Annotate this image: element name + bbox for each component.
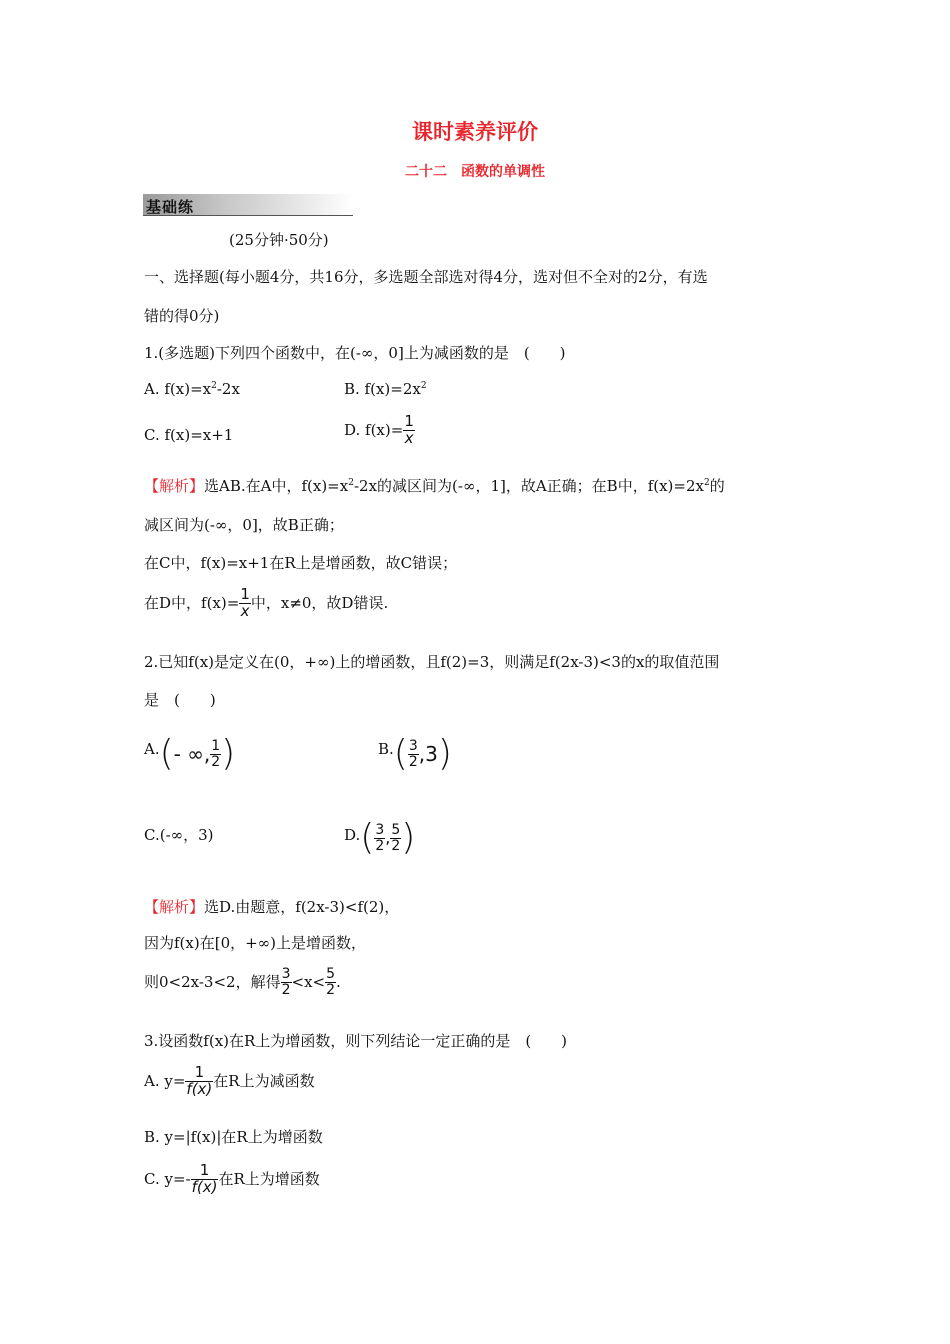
q1-option-b-exponent: 2 bbox=[420, 381, 427, 391]
fraction-numerator: 1 bbox=[240, 585, 250, 603]
right-paren: ) bbox=[437, 733, 452, 774]
fraction-denominator: f(x) bbox=[186, 1079, 213, 1098]
question-1-option-d bbox=[344, 414, 415, 447]
page-subtitle: 二十二 函数的单调性 bbox=[405, 164, 545, 180]
q1-solution-d-text: 在D中，f(x)= bbox=[144, 593, 240, 612]
fraction-numerator: 1 bbox=[194, 1063, 205, 1081]
question-2-option-a bbox=[144, 733, 236, 774]
q3-option-c-text: C. y=- bbox=[144, 1169, 191, 1188]
q2-option-d-fraction-2 bbox=[390, 823, 401, 853]
q1-solution-exponent: 2 bbox=[348, 478, 354, 488]
q2-solution-mid: <x< bbox=[291, 972, 326, 991]
instructions-line-1: 一、选择题(每小题4分，共16分，多选题全部选对得4分，选对但不全对的2分，有选 bbox=[144, 268, 708, 286]
right-paren: ) bbox=[401, 817, 416, 858]
fraction-numerator: 5 bbox=[391, 821, 401, 838]
left-paren: ( bbox=[360, 817, 375, 858]
question-1-solution-line-4 bbox=[144, 587, 388, 620]
question-3-option-c bbox=[144, 1163, 320, 1196]
question-1-option-a bbox=[144, 382, 240, 397]
fraction-denominator: 2 bbox=[281, 981, 291, 998]
q2-option-b-interval-end: ,3 bbox=[418, 742, 438, 766]
section-header bbox=[143, 194, 353, 218]
question-2-option-d bbox=[344, 817, 416, 858]
q2-option-d-fraction-1 bbox=[374, 823, 385, 853]
fraction-denominator: x bbox=[404, 428, 414, 447]
q1-option-a-tail: -2x bbox=[216, 380, 240, 398]
q3-option-c-tail: 在R上为增函数 bbox=[218, 1169, 320, 1188]
question-2-option-c: C.(-∞，3) bbox=[144, 826, 214, 844]
q2-option-b-label: B. bbox=[378, 740, 394, 758]
q1-solution-d-tail: 中，x≠0，故D错误. bbox=[250, 593, 389, 612]
q2-option-b-fraction bbox=[408, 739, 419, 769]
comma: , bbox=[385, 828, 391, 847]
left-paren: ( bbox=[393, 733, 408, 774]
q1-option-d-text: D. f(x)= bbox=[344, 420, 404, 439]
q1-option-d-fraction bbox=[403, 414, 415, 447]
fraction-denominator: 2 bbox=[326, 981, 336, 998]
section-label: 基础练 bbox=[146, 198, 195, 216]
question-2-stem-line-2: 是 ( ) bbox=[144, 691, 216, 709]
q1-solution-exponent-2: 2 bbox=[703, 478, 710, 488]
solution-tag: 【解析】 bbox=[144, 477, 205, 495]
q1-solution-text-c: 的 bbox=[709, 477, 725, 495]
question-2-option-b bbox=[378, 733, 452, 774]
question-2-solution-line-2: 因为f(x)在[0，+∞)上是增函数， bbox=[144, 934, 367, 952]
q2-solution-inequality: 则0<2x-3<2，解得 bbox=[144, 972, 281, 991]
fraction-numerator: 1 bbox=[211, 737, 221, 754]
q2-option-a-interval-start: - ∞, bbox=[173, 742, 211, 766]
fraction-numerator: 3 bbox=[408, 737, 418, 754]
fraction-denominator: 2 bbox=[375, 837, 385, 854]
q2-solution-period: . bbox=[336, 972, 341, 991]
q3-option-a-tail: 在R上为减函数 bbox=[213, 1071, 315, 1090]
fraction-denominator: 2 bbox=[391, 837, 401, 854]
fraction-denominator: 2 bbox=[408, 753, 418, 770]
fraction-denominator: f(x) bbox=[191, 1177, 218, 1196]
fraction-numerator: 1 bbox=[404, 412, 414, 430]
question-1-option-b bbox=[344, 382, 427, 397]
fraction-numerator: 1 bbox=[199, 1161, 210, 1179]
q2-option-a-label: A. bbox=[144, 740, 160, 758]
fraction-numerator: 5 bbox=[326, 966, 336, 982]
fraction-denominator: 2 bbox=[211, 753, 221, 770]
question-1-solution-line-2: 减区间为(-∞，0]，故B正确； bbox=[144, 516, 344, 534]
question-1-stem: 1.(多选题)下列四个函数中，在(-∞，0]上为减函数的是 ( ) bbox=[144, 344, 566, 362]
q1-solution-fraction bbox=[239, 587, 251, 620]
fraction-numerator: 3 bbox=[281, 966, 291, 982]
question-2-stem-line-1: 2.已知f(x)是定义在(0，+∞)上的增函数，且f(2)=3，则满足f(2x-3)<3的x的取值范围 bbox=[144, 653, 720, 671]
q3-option-a-fraction bbox=[185, 1065, 213, 1098]
q2-option-a-fraction bbox=[210, 739, 221, 769]
time-note: (25分钟·50分) bbox=[229, 231, 329, 249]
fraction-denominator: x bbox=[240, 601, 250, 620]
q3-option-a-text: A. y= bbox=[144, 1071, 186, 1090]
q2-solution-text: 选D.由题意，f(2x-3)<f(2)， bbox=[204, 898, 400, 916]
q1-solution-text-a: 选AB.在A中，f(x)=x bbox=[204, 477, 349, 495]
q1-option-a-exponent: 2 bbox=[211, 381, 217, 391]
q2-solution-fraction-1 bbox=[281, 967, 292, 997]
q1-solution-text-b: -2x的减区间为(-∞，1]，故A正确；在B中，f(x)=2x bbox=[353, 477, 704, 495]
question-2-solution-line-3 bbox=[144, 967, 341, 997]
question-3-stem: 3.设函数f(x)在R上为增函数，则下列结论一定正确的是 ( ) bbox=[144, 1032, 568, 1050]
q1-option-a-text: A. f(x)=x bbox=[144, 380, 212, 398]
q1-option-b-text: B. f(x)=2x bbox=[344, 380, 421, 398]
question-1-solution-line-1 bbox=[144, 479, 725, 494]
right-paren: ) bbox=[221, 733, 236, 774]
q2-option-d-label: D. bbox=[344, 826, 361, 844]
question-3-option-b: B. y=|f(x)|在R上为增函数 bbox=[144, 1128, 323, 1146]
left-paren: ( bbox=[159, 733, 174, 774]
q3-option-c-fraction bbox=[191, 1163, 219, 1196]
question-1-option-c: C. f(x)=x+1 bbox=[144, 426, 234, 444]
question-3-option-a bbox=[144, 1065, 315, 1098]
question-1-solution-line-3: 在C中，f(x)=x+1在R上是增函数，故C错误； bbox=[144, 554, 458, 572]
q2-solution-fraction-2 bbox=[325, 967, 336, 997]
page-title: 课时素养评价 bbox=[412, 120, 538, 144]
fraction-numerator: 3 bbox=[375, 821, 385, 838]
instructions-line-2: 错的得0分) bbox=[144, 307, 220, 325]
solution-tag: 【解析】 bbox=[144, 898, 205, 916]
question-2-solution-line-1 bbox=[144, 900, 399, 915]
